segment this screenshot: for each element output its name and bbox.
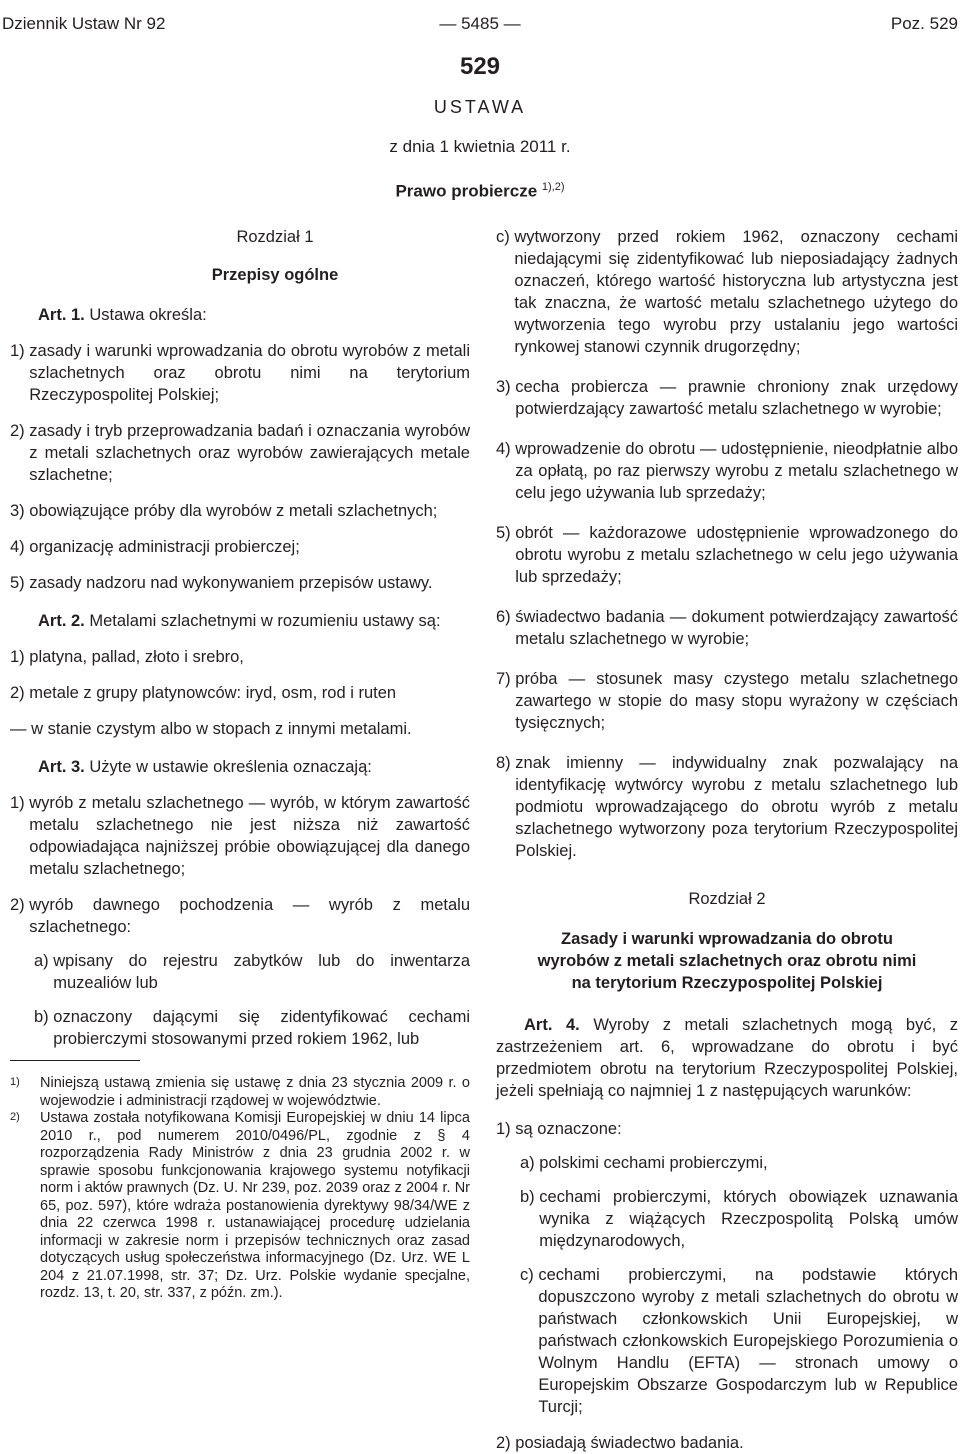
footnotes: [10, 1075, 470, 1303]
item-text: obowiązujące próby dla wyrobów z metali szlachetnych;: [29, 502, 438, 520]
article-4-subitem: [520, 1152, 958, 1174]
item-label: 3): [496, 378, 511, 396]
chapter-1-label: Rozdział 1: [236, 228, 314, 246]
item-text: zasady i tryb przeprowadzania badań i oznaczania wyrobów z metali szlachetnych oraz wyrobów zawierających metale szlachetne;: [29, 422, 470, 484]
item-text: polskimi cechami probierczymi,: [539, 1154, 768, 1172]
item-text: zasady i warunki wprowadzania do obrotu wyrobów z metali szlachetnych oraz obrotu nimi na terytorium Rzeczypospolitej Polskiej;: [29, 342, 470, 404]
item-label: 4): [496, 440, 511, 458]
article-1-item: [10, 500, 470, 522]
act-title-footnote-refs: 1),2): [541, 181, 565, 193]
item-label: 1): [10, 342, 25, 360]
item-text: cechami probierczymi, na podstawie których dopuszczono wyroby z metali szlachetnych do obrotu w państwach członkowskich Unii Europejskiej, w państwach członkowskich Europejskiego Porozumienia o Wolnym Handlu (EFTA) — stronach umowy o Europejskim Obszarze Gospodarczym lub w Republice Turcji;: [538, 1266, 958, 1416]
item-text: wprowadzenie do obrotu — udostępnienie, nieodpłatnie albo za opłatą, po raz pierwszy wyrobu z metalu szlachetnego w celu jego używania lub sprzedaży;: [515, 440, 958, 502]
article-4: [496, 1014, 958, 1102]
article-1-heading: Art. 1.: [38, 306, 85, 324]
item-letter: c): [496, 228, 510, 246]
item-label: 2): [10, 422, 25, 440]
item-label: 5): [496, 524, 511, 542]
article-3-item: [496, 438, 958, 504]
act-type: USTAWA: [433, 97, 527, 117]
article-3-item: [496, 522, 958, 588]
article-3-item: [496, 752, 958, 862]
footnote-number: 1): [10, 1076, 20, 1088]
article-3-heading: Art. 3.: [38, 758, 85, 776]
item-text: świadectwo badania — dokument potwierdzający zawartość metalu szlachetnego w wyrobie;: [515, 608, 958, 648]
item-label: a): [34, 952, 49, 970]
article-3: [10, 756, 470, 778]
article-3-item-2-sublist: [10, 950, 470, 1050]
chapter-2-title-line: na terytorium Rzeczypospolitej Polskiej: [571, 974, 883, 992]
page-header-journal: Dziennik Ustaw Nr 92: [2, 14, 166, 33]
article-3-item: [496, 668, 958, 734]
article-4-item-2: [496, 1432, 958, 1454]
article-2-heading: Art. 2.: [38, 612, 85, 630]
item-label: b): [520, 1188, 535, 1206]
item-text: platyna, pallad, złoto i srebro,: [29, 648, 244, 666]
article-2-item: [10, 682, 470, 704]
article-2-list: [10, 646, 470, 704]
item-text: są oznaczone:: [515, 1120, 622, 1138]
item-text: wytworzony przed rokiem 1962, oznaczony cechami niedającymi się zidentyfikować lub nieposiadający żadnych oznaczeń, którego wartość historyczna lub artystyczna jest tak znaczna, że wartość metalu szlachetnego użytego do wytworzenia tego wyrobu przy ustalaniu jego wartości rynkowej stanowi czynnik drugorzędny;: [514, 228, 958, 356]
item-label: 3): [10, 502, 25, 520]
article-1-intro: Ustawa określa:: [89, 306, 207, 324]
item-label: 8): [496, 754, 511, 772]
article-3-item-2: [10, 894, 470, 938]
item-text: oznaczony dającymi się zidentyfikować cechami probierczymi stosowanymi przed rokiem 1962, lub: [53, 1008, 470, 1048]
item-label: 5): [10, 574, 25, 592]
item-label: 4): [10, 538, 25, 556]
article-4-intro: Wyroby z metali szlachetnych mogą być, z zastrzeżeniem art. 6, wprowadzane do obrotu i być przedmiotem obrotu na terytorium Rzeczypospolitej Polskiej, jeżeli spełniają co najmniej 1 z następujących warunków:: [496, 1016, 958, 1100]
article-3-item: [496, 376, 958, 420]
item-label: b): [34, 1008, 49, 1026]
item-text: posiadają świadectwo badania.: [515, 1434, 744, 1452]
article-3-intro: Użyte w ustawie określenia oznaczają:: [89, 758, 372, 776]
footnote-separator: [10, 1060, 140, 1061]
page-number: — 5485 —: [439, 14, 521, 33]
item-text: znak imienny — indywidualny znak pozwalający na identyfikację wytwórcy wyrobu z metalu szlachetnego lub podmiotu wprowadzającego do obrotu wyrób z metalu szlachetnego wytworzony poza terytorium Rzeczypospolitej Polskiej.: [515, 754, 958, 860]
item-label: 7): [496, 670, 511, 688]
chapter-1-title: Przepisy ogólne: [211, 266, 339, 284]
article-1: [10, 304, 470, 326]
item-label: 1): [10, 648, 25, 666]
article-2: [10, 610, 470, 632]
article-3-subitem: [34, 950, 470, 994]
article-3-item: [496, 606, 958, 650]
article-1-item: [10, 536, 470, 558]
item-text: wpisany do rejestru zabytków lub do inwentarza muzealiów lub: [53, 952, 470, 992]
item-text: zasady nadzoru nad wykonywaniem przepisów ustawy.: [29, 574, 433, 592]
article-4-item-1-sublist: [496, 1152, 958, 1418]
article-4-subitem: [520, 1264, 958, 1418]
item-text: wyrób dawnego pochodzenia — wyrób z metalu szlachetnego:: [29, 896, 470, 936]
article-2-tail: — w stanie czystym albo w stopach z innymi metalami.: [10, 720, 412, 738]
article-3-subitem: [34, 1006, 470, 1050]
item-text: cechami probierczymi, których obowiązek uznawania wynika z wiążących Rzeczpospolitą Polską umów międzynarodowych,: [539, 1188, 958, 1250]
item-text: obrót — każdorazowe udostępnienie wprowadzonego do obrotu wyrobu z metalu szlachetnego w celu jego używania lub sprzedaży;: [515, 524, 958, 586]
footnote-number: 2): [10, 1111, 20, 1123]
item-label: 6): [496, 608, 511, 626]
article-1-list: [10, 340, 470, 594]
article-1-item: [10, 572, 470, 594]
act-title: [0, 176, 960, 203]
act-title-text: Prawo probiercze: [395, 181, 538, 201]
footnote: [10, 1075, 470, 1110]
article-3-list-continued: [496, 376, 958, 862]
chapter-2-title: [496, 928, 958, 994]
chapter-2-title-line: wyrobów z metali szlachetnych oraz obrotu nimi: [537, 952, 917, 970]
item-text: wyrób z metalu szlachetnego — wyrób, w którym zawartość metalu szlachetnego nie jest niższa niż zawartość odpowiadająca najniższej próbie obowiązującej dla danego metalu szlachetnego;: [29, 794, 470, 878]
item-number: 1): [10, 794, 25, 812]
act-position-number: 529: [459, 53, 501, 80]
act-date: z dnia 1 kwietnia 2011 r.: [389, 137, 571, 156]
article-1-item: [10, 420, 470, 486]
item-label: c): [520, 1266, 534, 1284]
item-number: 2): [496, 1434, 511, 1452]
article-2-intro: Metalami szlachetnymi w rozumieniu ustawy są:: [89, 612, 441, 630]
article-4-heading: Art. 4.: [524, 1016, 580, 1034]
chapter-2-title-line: Zasady i warunki wprowadzania do obrotu: [561, 930, 893, 948]
chapter-2-label: Rozdział 2: [688, 890, 766, 908]
item-number: 1): [496, 1120, 511, 1138]
item-number: 2): [10, 896, 25, 914]
item-text: cecha probiercza — prawnie chroniony znak urzędowy potwierdzający zawartość metalu szlachetnego w wyrobie;: [515, 378, 958, 418]
item-label: a): [520, 1154, 535, 1172]
page-header-position: Poz. 529: [890, 14, 958, 33]
article-4-subitem: [520, 1186, 958, 1252]
item-text: metale z grupy platynowców: iryd, osm, rod i ruten: [29, 684, 397, 702]
article-2-item: [10, 646, 470, 668]
article-1-item: [10, 340, 470, 406]
footnote-text: Niniejszą ustawą zmienia się ustawę z dnia 23 stycznia 2009 r. o wojewodzie i administracji rządowej w województwie.: [40, 1075, 470, 1109]
item-label: 2): [10, 684, 25, 702]
footnote: [10, 1110, 470, 1303]
article-3-item-1: [10, 792, 470, 880]
item-text: organizację administracji probierczej;: [29, 538, 300, 556]
article-3-item-2-sub-c: [496, 226, 958, 358]
left-column: [10, 226, 470, 1303]
item-text: próba — stosunek masy czystego metalu szlachetnego zawartego w stopie do masy stopu wyrażony w częściach tysięcznych;: [515, 670, 958, 732]
article-4-item-1: [496, 1118, 958, 1140]
footnote-text: Ustawa została notyfikowana Komisji Europejskiej w dniu 14 lipca 2010 r., pod numerem 2010/0496/PL, zgodnie z § 4 rozporządzenia Rady Ministrów z dnia 23 grudnia 2002 r. w sprawie sposobu funkcjonowania krajowego systemu notyfikacji norm i aktów prawnych (Dz. U. Nr 239, poz. 2039 oraz z 2004 r. Nr 65, poz. 597), które wdraża postanowienia dyrektywy 98/34/WE z dnia 22 czerwca 1998 r. ustanawiającej procedurę udzielania informacji w zakresie norm i przepisów technicznych oraz zasad dotyczących usług społeczeństwa informacyjnego (Dz. Urz. WE L 204 z 21.07.1998, str. 37; Dz. Urz. Polskie wydanie specjalne, rozdz. 13, t. 20, str. 337, z późn. zm.).: [40, 1110, 470, 1301]
right-column: [496, 226, 958, 1454]
